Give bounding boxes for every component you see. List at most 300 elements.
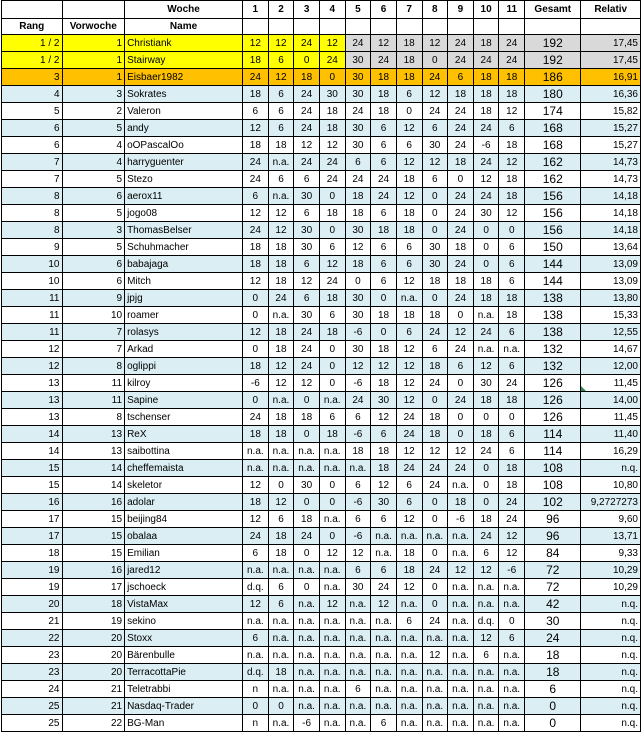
total-cell: 126 xyxy=(525,392,581,409)
table-row xyxy=(2,511,641,528)
week-score-cell: n.a. xyxy=(396,698,422,715)
week-score-cell: 12 xyxy=(396,154,422,171)
week-score-cell: 6 xyxy=(371,154,397,171)
week-score-cell: 18 xyxy=(499,188,525,205)
week-score-cell: 0 xyxy=(473,256,499,273)
week-score-cell: n.a. xyxy=(396,647,422,664)
relative-cell: n.q. xyxy=(581,681,641,698)
week-score-cell: n.a. xyxy=(422,698,448,715)
total-cell: 126 xyxy=(525,409,581,426)
week-score-cell: 6 xyxy=(422,341,448,358)
week-score-cell: -6 xyxy=(473,137,499,154)
week-score-cell: n.a. xyxy=(319,562,345,579)
header-label-cell xyxy=(448,19,474,35)
rank-cell: 10 xyxy=(2,273,63,290)
relative-cell: 14,67 xyxy=(581,341,641,358)
rank-cell: 8 xyxy=(2,222,63,239)
week-score-cell: n.a. xyxy=(499,647,525,664)
week-score-cell: 24 xyxy=(448,256,474,273)
week-score-cell: n.a. xyxy=(345,647,371,664)
week-score-cell: 18 xyxy=(473,35,499,52)
week-score-cell: 6 xyxy=(473,545,499,562)
week-score-cell: 18 xyxy=(319,290,345,307)
week-score-cell: 0 xyxy=(319,477,345,494)
name-cell: ReX xyxy=(125,426,243,443)
relative-cell: 16,29 xyxy=(581,443,641,460)
week-score-cell: n.a. xyxy=(319,664,345,681)
week-score-cell: 12 xyxy=(473,358,499,375)
week-score-cell: 12 xyxy=(499,103,525,120)
relative-cell: n.q. xyxy=(581,715,641,732)
week-score-cell: 6 xyxy=(448,69,474,86)
rank-cell: 5 xyxy=(2,103,63,120)
previous-week-cell: 5 xyxy=(62,239,125,256)
rank-cell: 24 xyxy=(2,681,63,698)
week-score-cell: 12 xyxy=(243,324,269,341)
week-score-cell: 18 xyxy=(294,511,320,528)
name-cell: Bärenbulle xyxy=(125,647,243,664)
week-score-cell: 0 xyxy=(294,52,320,69)
table-row xyxy=(2,477,641,494)
week-score-cell: 0 xyxy=(319,528,345,545)
table-row xyxy=(2,69,641,86)
week-score-cell: 24 xyxy=(345,103,371,120)
week-score-cell: 0 xyxy=(243,392,269,409)
week-score-cell: n.a. xyxy=(268,154,294,171)
total-cell: 168 xyxy=(525,137,581,154)
week-score-cell: 12 xyxy=(422,35,448,52)
table-row xyxy=(2,358,641,375)
name-cell: oOPascalOo xyxy=(125,137,243,154)
week-score-cell: 12 xyxy=(499,205,525,222)
week-score-cell: 6 xyxy=(294,205,320,222)
week-score-cell: 0 xyxy=(294,392,320,409)
total-cell: 174 xyxy=(525,103,581,120)
previous-week-cell: 18 xyxy=(62,596,125,613)
week-score-cell: 24 xyxy=(243,69,269,86)
total-cell: 138 xyxy=(525,290,581,307)
week-score-cell: 18 xyxy=(499,392,525,409)
name-cell: babajaga xyxy=(125,256,243,273)
previous-week-cell: 6 xyxy=(62,256,125,273)
week-score-cell: 0 xyxy=(422,188,448,205)
total-cell: 0 xyxy=(525,715,581,732)
week-score-cell: 30 xyxy=(371,494,397,511)
week-score-cell: 0 xyxy=(268,698,294,715)
week-score-cell: 30 xyxy=(345,137,371,154)
week-score-cell: n.a. xyxy=(499,681,525,698)
week-score-cell: 24 xyxy=(396,409,422,426)
previous-week-cell: 10 xyxy=(62,307,125,324)
table-row xyxy=(2,528,641,545)
week-score-cell: 18 xyxy=(371,86,397,103)
rank-cell: 19 xyxy=(2,562,63,579)
relative-cell: 15,27 xyxy=(581,120,641,137)
week-score-cell: 18 xyxy=(448,154,474,171)
header-label-cell xyxy=(319,19,345,35)
week-score-cell: 24 xyxy=(345,171,371,188)
week-score-cell: 12 xyxy=(294,273,320,290)
rank-cell: 23 xyxy=(2,664,63,681)
rank-cell: 8 xyxy=(2,188,63,205)
week-score-cell: n.a. xyxy=(448,681,474,698)
header-label-cell xyxy=(499,19,525,35)
relative-cell: 9,2727273 xyxy=(581,494,641,511)
table-row xyxy=(2,341,641,358)
week-score-cell: n.a. xyxy=(473,698,499,715)
week-score-cell: 0 xyxy=(448,307,474,324)
week-score-cell: n.a. xyxy=(448,579,474,596)
week-score-cell: n.a. xyxy=(499,715,525,732)
week-score-cell: 0 xyxy=(422,545,448,562)
week-score-cell: n.a. xyxy=(345,630,371,647)
week-score-cell: 30 xyxy=(473,375,499,392)
table-row xyxy=(2,307,641,324)
week-score-cell: 6 xyxy=(371,137,397,154)
relative-cell: 14,18 xyxy=(581,188,641,205)
week-score-cell: 18 xyxy=(448,494,474,511)
rank-cell: 11 xyxy=(2,290,63,307)
week-score-cell: n.a. xyxy=(294,460,320,477)
table-row xyxy=(2,613,641,630)
table-row xyxy=(2,698,641,715)
week-score-cell: d.q. xyxy=(243,579,269,596)
table-row xyxy=(2,154,641,171)
week-score-cell: 24 xyxy=(294,358,320,375)
total-cell: 84 xyxy=(525,545,581,562)
week-score-cell: 18 xyxy=(371,69,397,86)
week-score-cell: n.a. xyxy=(371,613,397,630)
week-score-cell: 24 xyxy=(294,154,320,171)
week-score-cell: 12 xyxy=(268,222,294,239)
week-score-cell: n.a. xyxy=(448,528,474,545)
week-score-cell: 24 xyxy=(243,154,269,171)
week-score-cell: n.a. xyxy=(473,307,499,324)
header-label-cell: Rang xyxy=(2,19,63,35)
header-label-cell xyxy=(396,19,422,35)
week-score-cell: n.a. xyxy=(473,664,499,681)
header-cell: 10 xyxy=(473,1,499,19)
table-row xyxy=(2,579,641,596)
rank-cell: 15 xyxy=(2,460,63,477)
week-score-cell: 6 xyxy=(345,154,371,171)
relative-cell: 11,45 xyxy=(581,409,641,426)
week-score-cell: -6 xyxy=(345,426,371,443)
week-score-cell: 24 xyxy=(448,103,474,120)
week-score-cell: 24 xyxy=(294,35,320,52)
week-score-cell: 6 xyxy=(319,239,345,256)
week-score-cell: n.a. xyxy=(294,596,320,613)
week-score-cell: 18 xyxy=(396,205,422,222)
week-score-cell: 6 xyxy=(396,137,422,154)
week-score-cell: 6 xyxy=(371,426,397,443)
week-score-cell: n.a. xyxy=(422,528,448,545)
week-score-cell: n.a. xyxy=(243,562,269,579)
previous-week-cell: 8 xyxy=(62,409,125,426)
header-row-week xyxy=(2,1,641,19)
relative-cell: 10,29 xyxy=(581,579,641,596)
week-score-cell: 18 xyxy=(448,239,474,256)
week-score-cell: 12 xyxy=(499,528,525,545)
header-label-cell xyxy=(525,19,581,35)
week-score-cell: 18 xyxy=(396,69,422,86)
week-score-cell: 12 xyxy=(396,579,422,596)
week-score-cell: 0 xyxy=(499,409,525,426)
name-cell: harryguenter xyxy=(125,154,243,171)
week-score-cell: 30 xyxy=(345,290,371,307)
rank-cell: 17 xyxy=(2,511,63,528)
name-cell: VistaMax xyxy=(125,596,243,613)
week-score-cell: 24 xyxy=(448,137,474,154)
week-score-cell: 6 xyxy=(294,290,320,307)
week-score-cell: n.a. xyxy=(499,664,525,681)
week-score-cell: 0 xyxy=(422,52,448,69)
week-score-cell: 18 xyxy=(422,426,448,443)
relative-cell: 13,64 xyxy=(581,239,641,256)
week-score-cell: n.a. xyxy=(319,511,345,528)
header-cell: 2 xyxy=(268,1,294,19)
week-score-cell: n.a. xyxy=(319,698,345,715)
rank-cell: 11 xyxy=(2,307,63,324)
header-cell: Woche xyxy=(125,1,243,19)
table-row xyxy=(2,205,641,222)
week-score-cell: 24 xyxy=(345,35,371,52)
week-score-cell: 0 xyxy=(294,426,320,443)
week-score-cell: n.a. xyxy=(396,681,422,698)
week-score-cell: 12 xyxy=(473,171,499,188)
week-score-cell: 18 xyxy=(499,460,525,477)
week-score-cell: 12 xyxy=(268,358,294,375)
header-cell: Gesamt xyxy=(525,1,581,19)
rank-cell: 7 xyxy=(2,154,63,171)
week-score-cell: 24 xyxy=(473,443,499,460)
week-score-cell: 12 xyxy=(473,630,499,647)
week-score-cell: 6 xyxy=(268,120,294,137)
rank-cell: 20 xyxy=(2,596,63,613)
week-score-cell: 24 xyxy=(499,375,525,392)
week-score-cell: 12 xyxy=(243,596,269,613)
week-score-cell: n xyxy=(243,681,269,698)
week-score-cell: 12 xyxy=(319,35,345,52)
week-score-cell: 24 xyxy=(473,154,499,171)
week-score-cell: 24 xyxy=(499,511,525,528)
table-row xyxy=(2,52,641,69)
week-score-cell: 12 xyxy=(243,120,269,137)
table-row xyxy=(2,494,641,511)
week-score-cell: 12 xyxy=(473,562,499,579)
week-score-cell: 6 xyxy=(396,86,422,103)
week-score-cell: 6 xyxy=(371,273,397,290)
total-cell: 132 xyxy=(525,341,581,358)
rank-cell: 12 xyxy=(2,341,63,358)
week-score-cell: 18 xyxy=(268,239,294,256)
week-score-cell: 30 xyxy=(422,137,448,154)
total-cell: 138 xyxy=(525,324,581,341)
previous-week-cell: 6 xyxy=(62,188,125,205)
previous-week-cell: 15 xyxy=(62,545,125,562)
week-score-cell: 6 xyxy=(268,52,294,69)
name-cell: Valeron xyxy=(125,103,243,120)
week-score-cell: 24 xyxy=(319,171,345,188)
week-score-cell: n.a. xyxy=(345,460,371,477)
name-cell: Eisbaer1982 xyxy=(125,69,243,86)
total-cell: 156 xyxy=(525,222,581,239)
total-cell: 186 xyxy=(525,69,581,86)
rank-cell: 14 xyxy=(2,426,63,443)
week-score-cell: 12 xyxy=(319,596,345,613)
week-score-cell: 18 xyxy=(319,120,345,137)
week-score-cell: 6 xyxy=(243,103,269,120)
table-row xyxy=(2,409,641,426)
week-score-cell: 6 xyxy=(371,205,397,222)
week-score-cell: 0 xyxy=(319,375,345,392)
week-score-cell: n.a. xyxy=(499,698,525,715)
rank-cell: 1 / 2 xyxy=(2,35,63,52)
week-score-cell: 6 xyxy=(371,511,397,528)
header-cell: Relativ xyxy=(581,1,641,19)
header-label-cell: Vorwoche xyxy=(62,19,125,35)
header-cell: 7 xyxy=(396,1,422,19)
week-score-cell: 6 xyxy=(243,630,269,647)
week-score-cell: -6 xyxy=(294,715,320,732)
week-score-cell: 6 xyxy=(499,443,525,460)
week-score-cell: 12 xyxy=(422,647,448,664)
week-score-cell: 12 xyxy=(371,409,397,426)
table-row xyxy=(2,596,641,613)
week-score-cell: n.a. xyxy=(422,681,448,698)
header-cell: 4 xyxy=(319,1,345,19)
week-score-cell: n xyxy=(243,715,269,732)
header-label-cell xyxy=(345,19,371,35)
name-cell: Arkad xyxy=(125,341,243,358)
header-label-cell xyxy=(581,19,641,35)
week-score-cell: -6 xyxy=(345,528,371,545)
week-score-cell: 18 xyxy=(396,35,422,52)
total-cell: 18 xyxy=(525,647,581,664)
week-score-cell: 0 xyxy=(319,69,345,86)
week-score-cell: 24 xyxy=(243,171,269,188)
relative-cell: 14,73 xyxy=(581,171,641,188)
week-score-cell: 6 xyxy=(499,239,525,256)
week-score-cell: 12 xyxy=(396,375,422,392)
week-score-cell: n.a. xyxy=(371,545,397,562)
week-score-cell: 30 xyxy=(345,222,371,239)
previous-week-cell: 14 xyxy=(62,477,125,494)
week-score-cell: 6 xyxy=(499,358,525,375)
week-score-cell: n.a. xyxy=(294,664,320,681)
name-cell: roamer xyxy=(125,307,243,324)
week-score-cell: 18 xyxy=(499,477,525,494)
relative-cell: n.q. xyxy=(581,630,641,647)
week-score-cell: n.a. xyxy=(243,613,269,630)
previous-week-cell: 20 xyxy=(62,647,125,664)
rank-cell: 22 xyxy=(2,630,63,647)
week-score-cell: 30 xyxy=(473,205,499,222)
week-score-cell: 24 xyxy=(319,154,345,171)
week-score-cell: n.a. xyxy=(243,460,269,477)
total-cell: 144 xyxy=(525,273,581,290)
name-cell: beijing84 xyxy=(125,511,243,528)
total-cell: 150 xyxy=(525,239,581,256)
week-score-cell: 12 xyxy=(268,375,294,392)
rank-cell: 10 xyxy=(2,256,63,273)
week-score-cell: n.a. xyxy=(268,630,294,647)
name-cell: tschenser xyxy=(125,409,243,426)
week-score-cell: n.a. xyxy=(319,630,345,647)
week-score-cell: 6 xyxy=(268,103,294,120)
week-score-cell: 6 xyxy=(422,171,448,188)
relative-cell: 11,45 xyxy=(581,375,641,392)
relative-cell: 13,09 xyxy=(581,256,641,273)
name-cell: sekino xyxy=(125,613,243,630)
week-score-cell: n.a. xyxy=(473,681,499,698)
week-score-cell: 18 xyxy=(396,545,422,562)
week-score-cell: 24 xyxy=(243,528,269,545)
relative-cell: 10,80 xyxy=(581,477,641,494)
week-score-cell: 12 xyxy=(243,511,269,528)
week-score-cell: n.a. xyxy=(319,715,345,732)
week-score-cell: 12 xyxy=(422,86,448,103)
table-row xyxy=(2,647,641,664)
week-score-cell: 18 xyxy=(345,188,371,205)
relative-cell: 17,45 xyxy=(581,35,641,52)
week-score-cell: 0 xyxy=(422,392,448,409)
week-score-cell: 24 xyxy=(473,120,499,137)
relative-cell: n.q. xyxy=(581,460,641,477)
previous-week-cell: 16 xyxy=(62,494,125,511)
previous-week-cell: 22 xyxy=(62,715,125,732)
previous-week-cell: 5 xyxy=(62,120,125,137)
name-cell: obalaa xyxy=(125,528,243,545)
week-score-cell: 0 xyxy=(422,205,448,222)
total-cell: 138 xyxy=(525,307,581,324)
total-cell: 114 xyxy=(525,443,581,460)
total-cell: 156 xyxy=(525,205,581,222)
week-score-cell: n.a. xyxy=(294,647,320,664)
week-score-cell: n.a. xyxy=(268,715,294,732)
week-score-cell: 12 xyxy=(243,35,269,52)
header-label-cell xyxy=(371,19,397,35)
week-score-cell: 18 xyxy=(422,358,448,375)
total-cell: 30 xyxy=(525,613,581,630)
week-score-cell: 6 xyxy=(396,239,422,256)
rank-cell: 15 xyxy=(2,477,63,494)
name-cell: skeletor xyxy=(125,477,243,494)
total-cell: 96 xyxy=(525,528,581,545)
week-score-cell: 18 xyxy=(345,443,371,460)
week-score-cell: n.a. xyxy=(268,681,294,698)
week-score-cell: 30 xyxy=(345,579,371,596)
week-score-cell: 18 xyxy=(448,86,474,103)
week-score-cell: 0 xyxy=(473,239,499,256)
week-score-cell: 6 xyxy=(396,256,422,273)
week-score-cell: n.a. xyxy=(371,647,397,664)
week-score-cell: 24 xyxy=(243,409,269,426)
week-score-cell: 12 xyxy=(371,358,397,375)
week-score-cell: 30 xyxy=(345,307,371,324)
week-score-cell: 18 xyxy=(473,273,499,290)
week-score-cell: 24 xyxy=(473,324,499,341)
previous-week-cell: 9 xyxy=(62,290,125,307)
week-score-cell: 12 xyxy=(345,545,371,562)
week-score-cell: n.a. xyxy=(448,596,474,613)
relative-cell: 13,71 xyxy=(581,528,641,545)
week-score-cell: 12 xyxy=(268,69,294,86)
name-cell: andy xyxy=(125,120,243,137)
week-score-cell: 6 xyxy=(268,511,294,528)
week-score-cell: n.a. xyxy=(448,613,474,630)
week-score-cell: n.a. xyxy=(448,545,474,562)
